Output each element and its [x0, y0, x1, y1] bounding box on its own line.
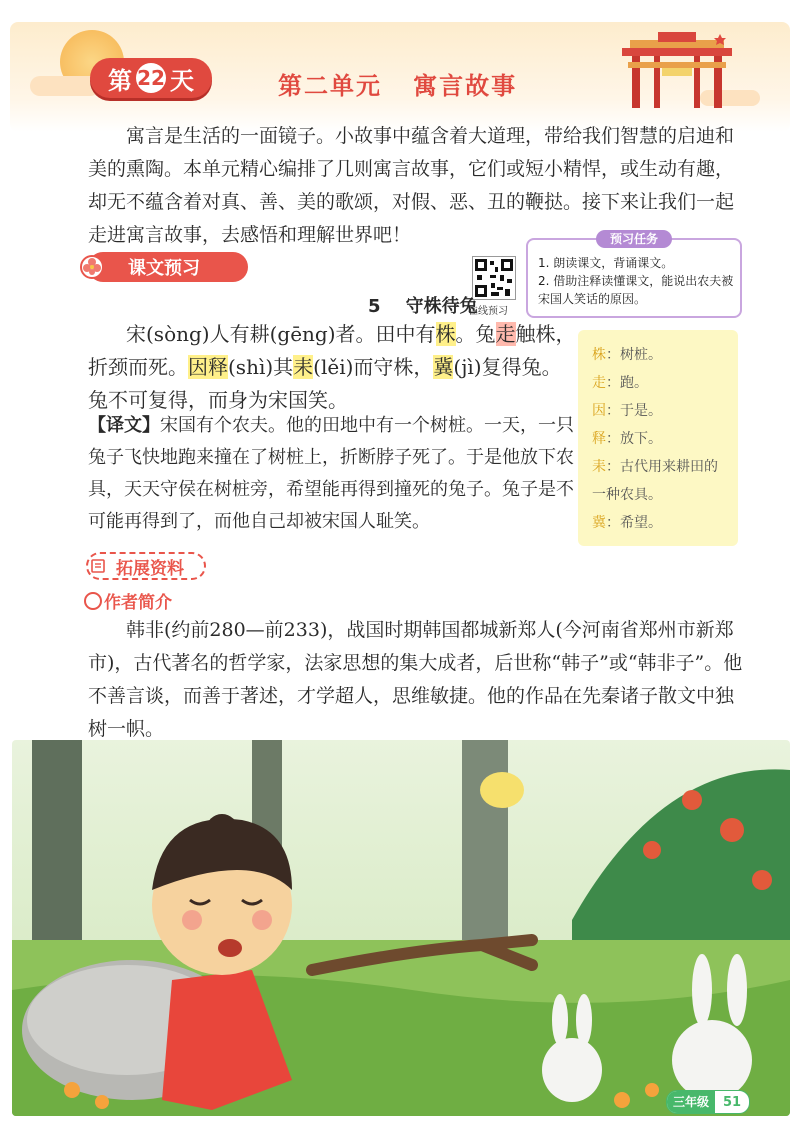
unit-intro: 寓言是生活的一面镜子。小故事中蕴含着大道理，带给我们智慧的启迪和美的熏陶。本单元精心编排了几则寓言故事，它们或短小精悍，或生动有趣，却无不蕴含着对真、善、美的歌颂，对假、恶、丑的鞭挞。接下来让我们一起走进寓言故事，去感悟和理解世界吧！: [88, 125, 735, 246]
note-text: ：树桩。: [606, 347, 662, 363]
task-item: 1. 朗读课文，背诵课文。: [538, 256, 674, 270]
annotation-notes: [578, 330, 738, 546]
annotated-word: 株: [435, 322, 456, 346]
unit-title: 第二单元 寓言故事: [278, 72, 518, 100]
translation: [88, 410, 578, 538]
qr-label: 在线预习: [468, 306, 508, 317]
page-number: 51: [723, 1094, 742, 1110]
note-text: 一种农具。: [592, 487, 662, 503]
author-title: 作者简介: [104, 593, 172, 613]
annotated-word: 冀: [433, 355, 454, 379]
note-key: 因: [592, 403, 606, 419]
annotated-word: 因释: [188, 355, 228, 379]
text-segment: (shì)其: [228, 355, 294, 379]
preview-section-pill: [88, 252, 248, 282]
note-item: [592, 456, 718, 476]
note-item: [592, 512, 662, 532]
note-key: 冀: [592, 515, 606, 531]
note-item: [592, 344, 662, 364]
note-key: 株: [592, 347, 606, 363]
preview-label: 课文预习: [128, 258, 200, 279]
text-segment: (lěi)而守株，: [313, 355, 434, 379]
note-item: [592, 428, 662, 448]
note-text: ：希望。: [606, 515, 662, 531]
author-bullet-icon: [84, 592, 102, 610]
note-text: ：于是。: [606, 403, 662, 419]
author-intro: 韩非(约前280—前233)，战国时期韩国都城新郑人(今河南省郑州市新郑市)，古代著名的哲学家，法家思想的集大成者，后世称“韩子”或“韩非子”。他不善言谈，而善于著述，才学超人，思维敏捷。他的作品在先秦诸子散文中独树一帜。: [88, 619, 743, 740]
text-segment: (jì)复得兔。兔不可复得，而身为宋国笑。: [88, 355, 562, 412]
classical-text: [88, 318, 578, 417]
day-badge: [90, 58, 212, 98]
lesson-title: 5 守株待兔: [368, 296, 478, 317]
story-illustration: [12, 740, 790, 1116]
translation-text: 宋国有个农夫。他的田地中有一个树桩。一天，一只兔子飞快地跑来撞在了树桩上，折断脖子死了。于是他放下农具，天天守侯在树桩旁，希望能再得到撞死的兔子。兔子是不可能再得到了，而他自己却被宋国人耻笑。: [88, 415, 574, 532]
note-text: ：跑。: [606, 375, 648, 391]
expand-label: 拓展资料: [116, 558, 184, 579]
note-item: [592, 372, 648, 392]
note-key: 耒: [592, 459, 606, 475]
preview-task-box: [526, 238, 742, 318]
note-item: [592, 400, 662, 420]
annotated-word: 耒: [293, 355, 314, 379]
book-icon: [90, 558, 106, 574]
translation-label: 【译文】: [88, 415, 160, 436]
task-list: [528, 254, 740, 308]
text-segment: 宋(sòng)人有耕(gēng)者。田中有: [126, 322, 436, 346]
text-segment: 。兔: [455, 322, 496, 346]
day-prefix: 第: [108, 66, 132, 95]
note-text: ：放下。: [606, 431, 662, 447]
day-number: 22: [136, 63, 166, 93]
archway-illustration: [618, 30, 736, 110]
grade-label: 三年级: [667, 1091, 715, 1113]
qr-code[interactable]: [472, 256, 516, 300]
note-text: ：古代用来耕田的: [606, 459, 718, 475]
day-suffix: 天: [170, 66, 194, 95]
note-item: [592, 484, 662, 504]
page-number-tag: [666, 1090, 750, 1114]
note-key: 走: [592, 375, 606, 391]
note-key: 释: [592, 431, 606, 447]
text-segment: 触株，折颈而死。: [88, 322, 576, 379]
task-item: 2. 借助注释读懂课文，能说出农夫被宋国人笑话的原因。: [538, 274, 734, 306]
annotated-word: 走: [495, 322, 516, 346]
plum-blossom-icon: [80, 253, 110, 281]
task-title: 预习任务: [596, 230, 672, 248]
